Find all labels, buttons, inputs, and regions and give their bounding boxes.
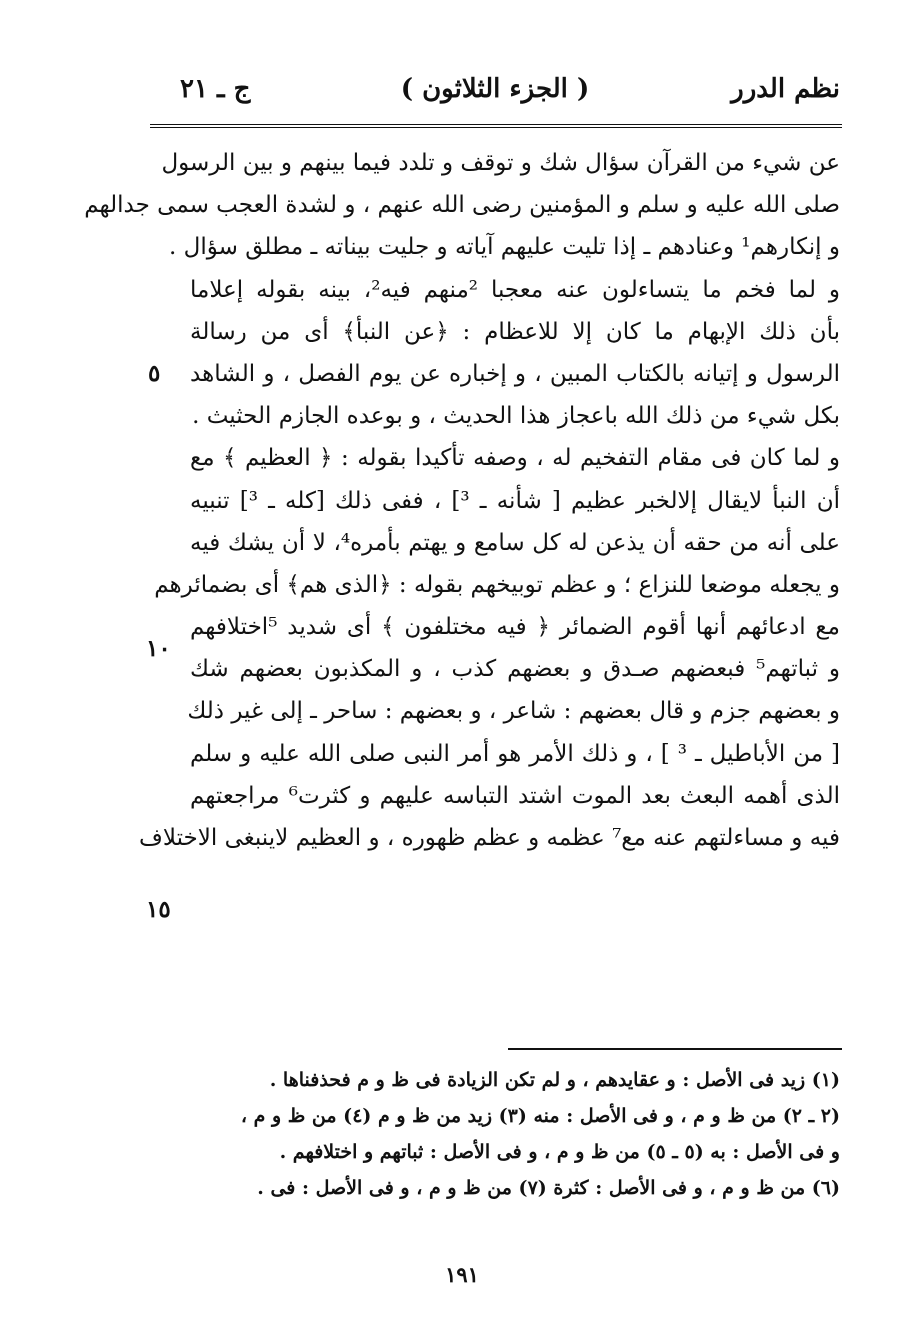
text-line: الرسول و إتيانه بالكتاب المبين ، و إخباره عن يوم الفصل ، و الشاهد — [190, 360, 840, 387]
page-number: ١٩١ — [445, 1262, 479, 1287]
line-number-5: ٥ — [148, 360, 161, 387]
footnotes — [190, 1062, 840, 1206]
footnote: (٢ ـ ٢) من ظ و م ، و فى الأصل : منه (٣) زيد من ظ و م (٤) من ظ و م ، — [240, 1105, 840, 1127]
text-line: و لما كان فى مقام التفخيم له ، وصفه تأكيدا بقوله : ﴿ العظيم ﴾ مع — [190, 445, 840, 472]
footnote-rule — [508, 1048, 842, 1050]
line-number-10: ١٠ — [146, 635, 171, 662]
text-line: و ثباتهم⁵ فبعضهم صـدق و بعضهم كذب ، و المكذبون بعضهم شك — [190, 656, 840, 683]
text-line: و بعضهم جزم و قال بعضهم : شاعر ، و بعضهم : ساحر ـ إلى غير ذلك — [187, 698, 840, 725]
text-line: و يجعله موضعا للنزاع ؛ و عظم توبيخهم بقوله : ﴿الذى هم﴾ أى بضمائرهم — [154, 571, 840, 598]
line-number-15: ١٥ — [146, 896, 171, 923]
text-line: أن النبأ لايقال إلالخبر عظيم [ شأنه ـ ³] ، ففى ذلك [كله ـ ³] تنبيه — [190, 487, 840, 514]
running-header — [150, 74, 840, 118]
text-line: و لما فخم ما يتساءلون عنه معجبا ²منهم فيه²، بينه بقوله إعلاما — [190, 276, 840, 303]
part-title: ( الجزء الثلاثون ) — [400, 74, 590, 104]
footnote: و فى الأصل : به (٥ ـ ٥) من ظ و م ، و فى الأصل : ثباتهم و اختلافهم . — [279, 1141, 840, 1163]
text-line: مع ادعائهم أنها أقوم الضمائر ﴿ فيه مختلفون ﴾ أى شديد ⁵اختلافهم — [190, 614, 840, 641]
text-line: بكل شيء من ذلك الله باعجاز هذا الحديث ، و بوعده الجازم الحثيث . — [192, 403, 840, 430]
book-title: نظم الدرر — [731, 74, 840, 104]
volume-label: ج ـ ٢١ — [180, 74, 251, 104]
text-line: [ من الأباطيل ـ ³ ] ، و ذلك الأمر هو أمر النبى صلى الله عليه و سلم — [190, 740, 840, 767]
text-line: بأن ذلك الإبهام ما كان إلا للاعظام : ﴿عن النبأ﴾ أى من رسالة — [190, 318, 840, 345]
footnote: (١) زيد فى الأصل : و عقايدهم ، و لم تكن الزيادة فى ظ و م فحذفناها . — [269, 1069, 840, 1091]
text-line: على أنه من حقه أن يذعن له كل سامع و يهتم بأمره⁴، لا أن يشك فيه — [190, 529, 840, 556]
text-line: الذى أهمه البعث بعد الموت اشتد التباسه عليهم و كثرت⁶ مراجعتهم — [190, 782, 841, 809]
header-rule — [150, 124, 842, 128]
text-line: و إنكارهم¹ وعنادهم ـ إذا تليت عليهم آياته و جليت بيناته ـ مطلق سؤال . — [169, 234, 840, 261]
footnote: (٦) من ظ و م ، و فى الأصل : كثرة (٧) من ظ و م ، و فى الأصل : فى . — [257, 1177, 840, 1199]
text-line: عن شيء من القرآن سؤال شك و توقف و تلدد فيما بينهم و بين الرسول — [161, 150, 840, 176]
text-line: صلى الله عليه و سلم و المؤمنين رضى الله عنهم ، و لشدة العجب سمى جدالهم — [84, 192, 840, 219]
text-line: فيه و مساءلتهم عنه مع⁷ عظمه و عظم ظهوره ، و العظيم لاينبغى الاختلاف — [139, 825, 840, 851]
